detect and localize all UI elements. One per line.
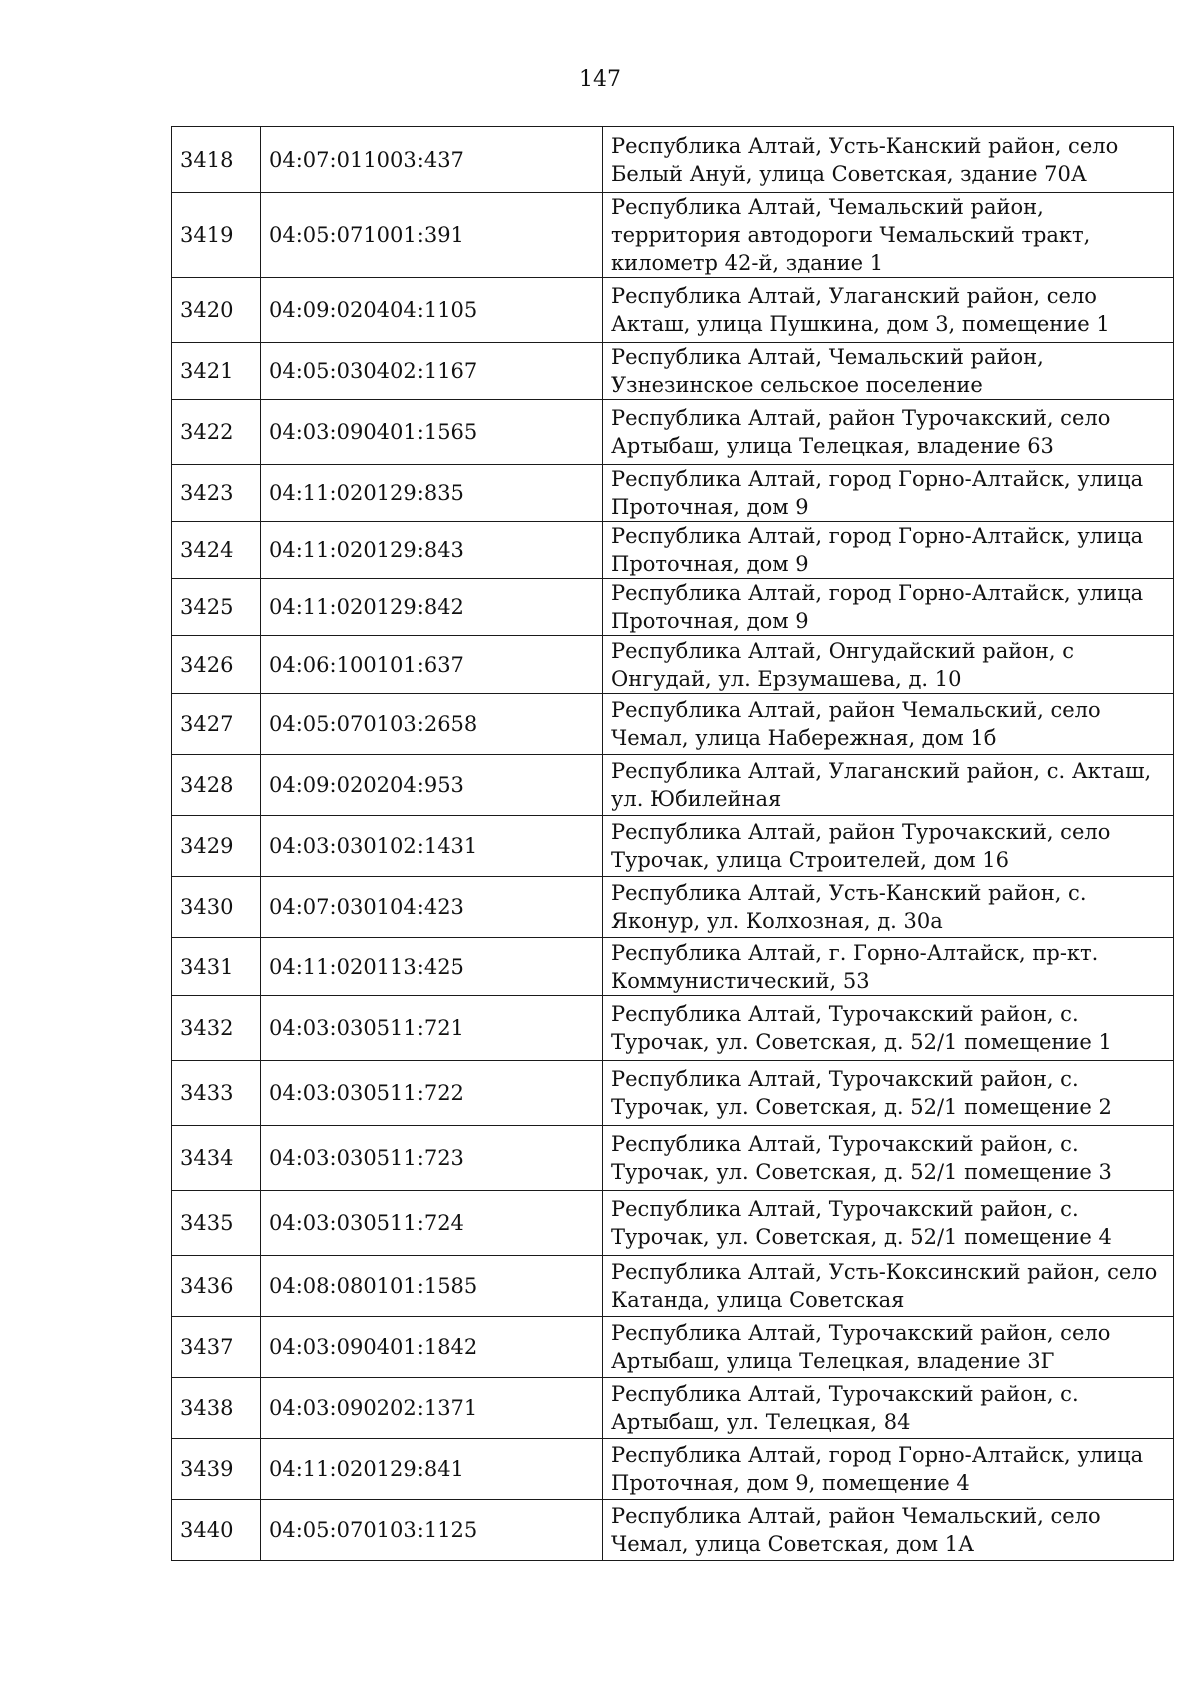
address: Республика Алтай, район Турочакский, село Артыбаш, улица Телецкая, владение 63 — [603, 400, 1174, 465]
address: Республика Алтай, Онгудайский район, с Онгудай, ул. Ерзумашева, д. 10 — [603, 636, 1174, 694]
row-number: 3419 — [172, 193, 261, 278]
cadastral-number: 04:06:100101:637 — [261, 636, 603, 694]
table-row — [172, 636, 1174, 694]
address: Республика Алтай, Турочакский район, с. Турочак, ул. Советская, д. 52/1 помещение 1 — [603, 996, 1174, 1061]
address: Республика Алтай, город Горно-Алтайск, улица Проточная, дом 9 — [603, 522, 1174, 579]
row-number: 3429 — [172, 816, 261, 877]
cadastral-number: 04:07:030104:423 — [261, 877, 603, 938]
table-row — [172, 755, 1174, 816]
cadastral-number: 04:03:030511:721 — [261, 996, 603, 1061]
address: Республика Алтай, район Турочакский, село Турочак, улица Строителей, дом 16 — [603, 816, 1174, 877]
address: Республика Алтай, Улаганский район, село Акташ, улица Пушкина, дом 3, помещение 1 — [603, 278, 1174, 343]
address: Республика Алтай, Усть-Коксинский район, село Катанда, улица Советская — [603, 1256, 1174, 1317]
table-row — [172, 1378, 1174, 1439]
address: Республика Алтай, город Горно-Алтайск, улица Проточная, дом 9, помещение 4 — [603, 1439, 1174, 1500]
table-row — [172, 877, 1174, 938]
row-number: 3424 — [172, 522, 261, 579]
row-number: 3437 — [172, 1317, 261, 1378]
row-number: 3434 — [172, 1126, 261, 1191]
table-row — [172, 127, 1174, 193]
cadastral-number: 04:11:020129:843 — [261, 522, 603, 579]
cadastral-number: 04:05:030402:1167 — [261, 343, 603, 400]
row-number: 3431 — [172, 938, 261, 996]
table-row — [172, 1126, 1174, 1191]
cadastral-number: 04:03:030511:724 — [261, 1191, 603, 1256]
table-row — [172, 694, 1174, 755]
table-row — [172, 938, 1174, 996]
cadastral-number: 04:03:030511:722 — [261, 1061, 603, 1126]
address: Республика Алтай, город Горно-Алтайск, улица Проточная, дом 9 — [603, 579, 1174, 636]
cadastral-number: 04:05:070103:2658 — [261, 694, 603, 755]
row-number: 3432 — [172, 996, 261, 1061]
table-row — [172, 465, 1174, 522]
table-row — [172, 193, 1174, 278]
address: Республика Алтай, Турочакский район, с. Турочак, ул. Советская, д. 52/1 помещение 3 — [603, 1126, 1174, 1191]
row-number: 3421 — [172, 343, 261, 400]
row-number: 3438 — [172, 1378, 261, 1439]
property-registry-table — [171, 126, 1174, 1561]
address: Республика Алтай, г. Горно-Алтайск, пр-кт. Коммунистический, 53 — [603, 938, 1174, 996]
address: Республика Алтай, Турочакский район, с. Турочак, ул. Советская, д. 52/1 помещение 4 — [603, 1191, 1174, 1256]
row-number: 3422 — [172, 400, 261, 465]
row-number: 3440 — [172, 1500, 261, 1561]
table-row — [172, 278, 1174, 343]
address: Республика Алтай, город Горно-Алтайск, улица Проточная, дом 9 — [603, 465, 1174, 522]
address: Республика Алтай, Турочакский район, село Артыбаш, улица Телецкая, владение 3Г — [603, 1317, 1174, 1378]
row-number: 3420 — [172, 278, 261, 343]
row-number: 3423 — [172, 465, 261, 522]
table-row — [172, 1439, 1174, 1500]
row-number: 3418 — [172, 127, 261, 193]
table-body — [172, 127, 1174, 1561]
row-number: 3428 — [172, 755, 261, 816]
cadastral-number: 04:05:070103:1125 — [261, 1500, 603, 1561]
address: Республика Алтай, район Чемальский, село Чемал, улица Набережная, дом 1б — [603, 694, 1174, 755]
cadastral-number: 04:03:090401:1842 — [261, 1317, 603, 1378]
address: Республика Алтай, Чемальский район, территория автодороги Чемальский тракт, километр 42-й, здание 1 — [603, 193, 1174, 278]
row-number: 3430 — [172, 877, 261, 938]
cadastral-number: 04:11:020129:835 — [261, 465, 603, 522]
cadastral-number: 04:09:020404:1105 — [261, 278, 603, 343]
cadastral-number: 04:08:080101:1585 — [261, 1256, 603, 1317]
address: Республика Алтай, Усть-Канский район, село Белый Ануй, улица Советская, здание 70А — [603, 127, 1174, 193]
row-number: 3433 — [172, 1061, 261, 1126]
address: Республика Алтай, Чемальский район, Узнезинское сельское поселение — [603, 343, 1174, 400]
cadastral-number: 04:03:030102:1431 — [261, 816, 603, 877]
address: Республика Алтай, Турочакский район, с. Артыбаш, ул. Телецкая, 84 — [603, 1378, 1174, 1439]
cadastral-number: 04:05:071001:391 — [261, 193, 603, 278]
table-row — [172, 522, 1174, 579]
table-row — [172, 1191, 1174, 1256]
row-number: 3439 — [172, 1439, 261, 1500]
cadastral-number: 04:07:011003:437 — [261, 127, 603, 193]
table-row — [172, 1317, 1174, 1378]
table-row — [172, 343, 1174, 400]
row-number: 3427 — [172, 694, 261, 755]
page-number: 147 — [579, 67, 621, 92]
cadastral-number: 04:03:030511:723 — [261, 1126, 603, 1191]
cadastral-number: 04:11:020113:425 — [261, 938, 603, 996]
table-row — [172, 816, 1174, 877]
cadastral-number: 04:11:020129:841 — [261, 1439, 603, 1500]
address: Республика Алтай, район Чемальский, село Чемал, улица Советская, дом 1А — [603, 1500, 1174, 1561]
cadastral-number: 04:09:020204:953 — [261, 755, 603, 816]
row-number: 3425 — [172, 579, 261, 636]
cadastral-number: 04:11:020129:842 — [261, 579, 603, 636]
table-row — [172, 996, 1174, 1061]
row-number: 3426 — [172, 636, 261, 694]
table-row — [172, 1256, 1174, 1317]
table-row — [172, 400, 1174, 465]
table-row — [172, 579, 1174, 636]
cadastral-number: 04:03:090401:1565 — [261, 400, 603, 465]
cadastral-number: 04:03:090202:1371 — [261, 1378, 603, 1439]
address: Республика Алтай, Турочакский район, с. Турочак, ул. Советская, д. 52/1 помещение 2 — [603, 1061, 1174, 1126]
row-number: 3435 — [172, 1191, 261, 1256]
address: Республика Алтай, Улаганский район, с. Акташ, ул. Юбилейная — [603, 755, 1174, 816]
row-number: 3436 — [172, 1256, 261, 1317]
address: Республика Алтай, Усть-Канский район, с. Яконур, ул. Колхозная, д. 30а — [603, 877, 1174, 938]
table-row — [172, 1500, 1174, 1561]
table-row — [172, 1061, 1174, 1126]
